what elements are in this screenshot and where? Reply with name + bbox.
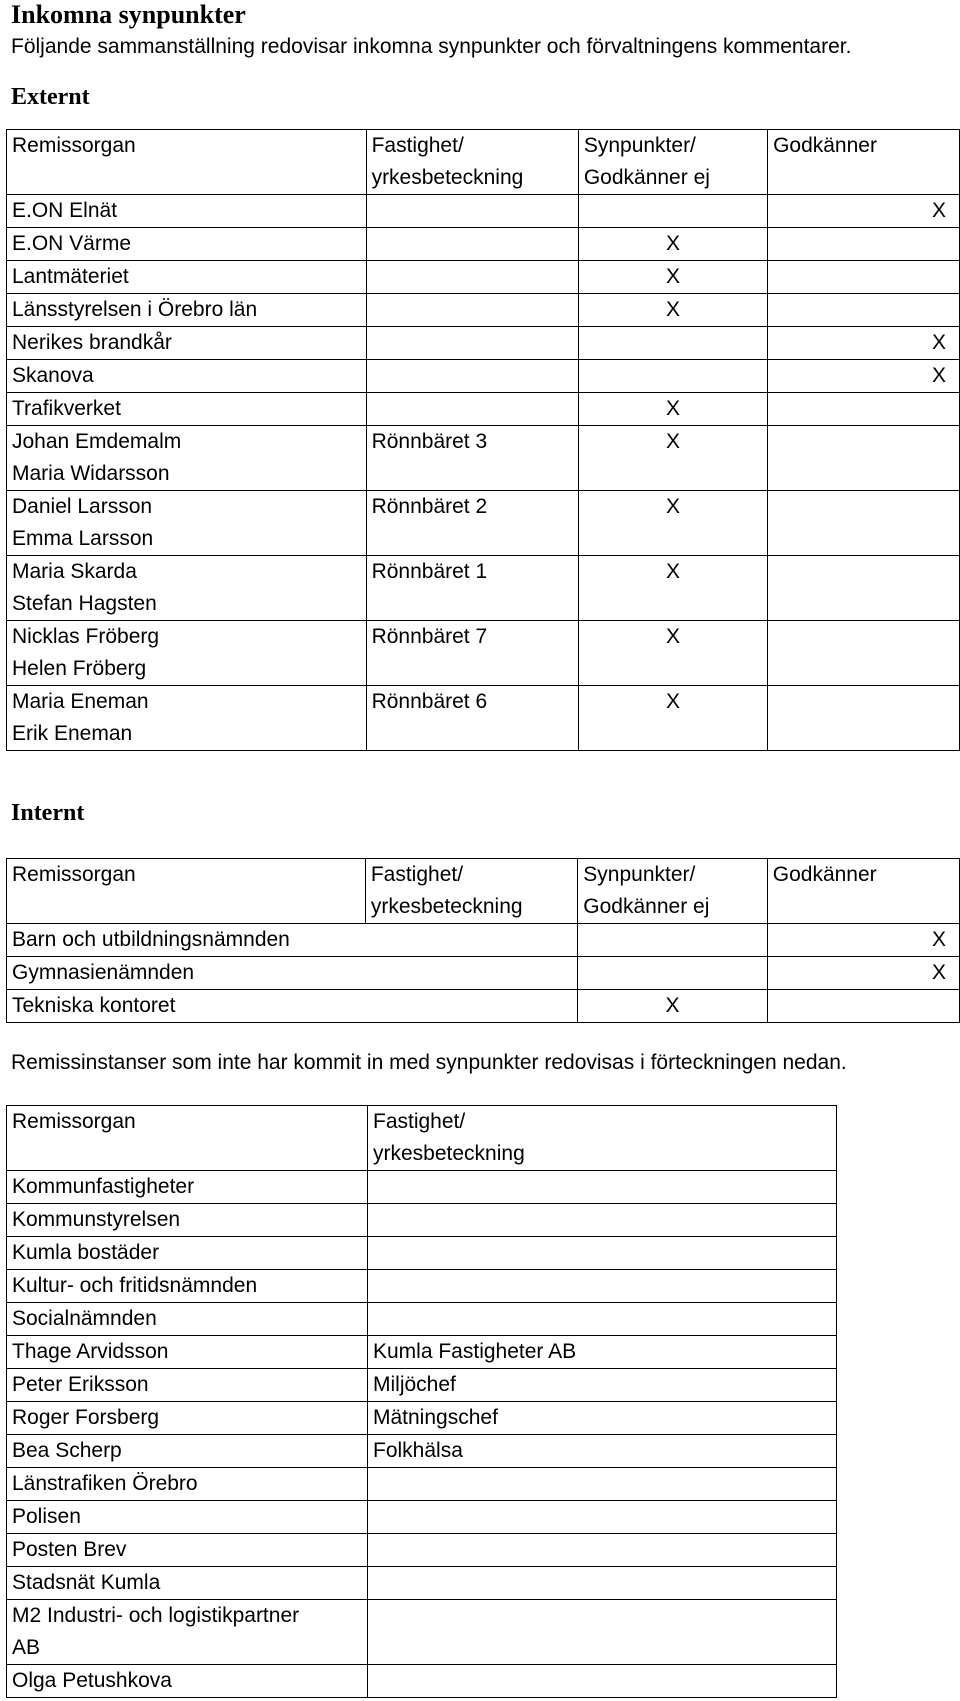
godkanner-cell bbox=[768, 426, 960, 491]
header-remissorgan: Remissorgan bbox=[7, 859, 366, 924]
header-synpunkter: Synpunkter/ Godkänner ej bbox=[578, 130, 767, 195]
remissorgan-cell: M2 Industri- och logistikpartner AB bbox=[7, 1600, 368, 1665]
fastighet-cell: Rönnbäret 2 bbox=[366, 491, 578, 556]
synpunkter-cell: X bbox=[578, 228, 767, 261]
synpunkter-cell: X bbox=[578, 990, 767, 1023]
table-row bbox=[7, 261, 960, 294]
header-synpunkter: Synpunkter/ Godkänner ej bbox=[578, 859, 767, 924]
table-row bbox=[7, 1534, 837, 1567]
synpunkter-cell: X bbox=[578, 491, 767, 556]
godkanner-cell bbox=[768, 621, 960, 686]
fastighet-cell bbox=[368, 1534, 837, 1567]
table-row bbox=[7, 686, 960, 751]
fastighet-cell: Kumla Fastigheter AB bbox=[368, 1336, 837, 1369]
table-row bbox=[7, 1468, 837, 1501]
fastighet-cell bbox=[366, 294, 578, 327]
synpunkter-cell bbox=[578, 327, 767, 360]
table-row bbox=[7, 621, 960, 686]
header-godkanner: Godkänner bbox=[767, 859, 959, 924]
synpunkter-cell: X bbox=[578, 556, 767, 621]
remissorgan-cell: Olga Petushkova bbox=[7, 1665, 368, 1698]
godkanner-cell bbox=[768, 686, 960, 751]
fastighet-cell bbox=[368, 1171, 837, 1204]
fastighet-cell bbox=[366, 393, 578, 426]
table-row bbox=[7, 360, 960, 393]
section-heading-externt: Externt bbox=[11, 84, 90, 110]
internt-body bbox=[7, 924, 960, 1023]
remissorgan-cell: Gymnasienämnden bbox=[7, 957, 578, 990]
synpunkter-cell bbox=[578, 957, 767, 990]
fastighet-cell bbox=[368, 1303, 837, 1336]
remissorgan-cell: Lantmäteriet bbox=[7, 261, 367, 294]
externt-body bbox=[7, 195, 960, 751]
remissorgan-cell: E.ON Elnät bbox=[7, 195, 367, 228]
table-row bbox=[7, 990, 960, 1023]
intro-text: Följande sammanställning redovisar inkomna synpunkter och förvaltningens kommentarer. bbox=[11, 35, 852, 58]
fastighet-cell bbox=[368, 1600, 837, 1665]
table-row bbox=[7, 924, 960, 957]
fastighet-cell: Folkhälsa bbox=[368, 1435, 837, 1468]
ej-inkomna-body bbox=[7, 1171, 837, 1698]
table-row bbox=[7, 957, 960, 990]
table-row bbox=[7, 327, 960, 360]
table-row bbox=[7, 1402, 837, 1435]
remissorgan-cell: E.ON Värme bbox=[7, 228, 367, 261]
remissorgan-cell: Johan Emdemalm Maria Widarsson bbox=[7, 426, 367, 491]
table-header-row bbox=[7, 859, 960, 924]
table-row bbox=[7, 228, 960, 261]
remissorgan-cell: Peter Eriksson bbox=[7, 1369, 368, 1402]
remissorgan-cell: Socialnämnden bbox=[7, 1303, 368, 1336]
table-row bbox=[7, 195, 960, 228]
remissorgan-cell: Bea Scherp bbox=[7, 1435, 368, 1468]
fastighet-cell bbox=[366, 360, 578, 393]
fastighet-cell: Mätningschef bbox=[368, 1402, 837, 1435]
fastighet-cell bbox=[368, 1665, 837, 1698]
header-fastighet: Fastighet/ yrkesbeteckning bbox=[365, 859, 577, 924]
table-row bbox=[7, 1369, 837, 1402]
synpunkter-cell: X bbox=[578, 686, 767, 751]
godkanner-cell: X bbox=[768, 327, 960, 360]
fastighet-cell: Rönnbäret 7 bbox=[366, 621, 578, 686]
header-remissorgan: Remissorgan bbox=[7, 1106, 368, 1171]
fastighet-cell: Rönnbäret 1 bbox=[366, 556, 578, 621]
fastighet-cell bbox=[366, 195, 578, 228]
table-row bbox=[7, 1270, 837, 1303]
header-remissorgan: Remissorgan bbox=[7, 130, 367, 195]
godkanner-cell: X bbox=[768, 360, 960, 393]
synpunkter-cell bbox=[578, 360, 767, 393]
remissorgan-cell: Nerikes brandkår bbox=[7, 327, 367, 360]
remissorgan-cell: Länstrafiken Örebro bbox=[7, 1468, 368, 1501]
externt-table bbox=[6, 129, 960, 751]
remissorgan-cell: Kumla bostäder bbox=[7, 1237, 368, 1270]
ej-inkomna-table bbox=[6, 1105, 837, 1698]
remissorgan-cell: Daniel Larsson Emma Larsson bbox=[7, 491, 367, 556]
table-row bbox=[7, 1204, 837, 1237]
synpunkter-cell bbox=[578, 924, 767, 957]
remissorgan-cell: Trafikverket bbox=[7, 393, 367, 426]
godkanner-cell bbox=[768, 393, 960, 426]
header-godkanner: Godkänner bbox=[768, 130, 960, 195]
table-row bbox=[7, 1665, 837, 1698]
table-row bbox=[7, 1237, 837, 1270]
fastighet-cell bbox=[366, 228, 578, 261]
remissorgan-cell: Tekniska kontoret bbox=[7, 990, 578, 1023]
remissorgan-cell: Posten Brev bbox=[7, 1534, 368, 1567]
table-row bbox=[7, 1336, 837, 1369]
godkanner-cell bbox=[768, 491, 960, 556]
table-row bbox=[7, 1171, 837, 1204]
fastighet-cell: Miljöchef bbox=[368, 1369, 837, 1402]
remissorgan-cell: Roger Forsberg bbox=[7, 1402, 368, 1435]
table-row bbox=[7, 426, 960, 491]
fastighet-cell: Rönnbäret 6 bbox=[366, 686, 578, 751]
table-row bbox=[7, 1303, 837, 1336]
fastighet-cell: Rönnbäret 3 bbox=[366, 426, 578, 491]
godkanner-cell bbox=[768, 228, 960, 261]
header-fastighet: Fastighet/ yrkesbeteckning bbox=[366, 130, 578, 195]
fastighet-cell bbox=[368, 1468, 837, 1501]
table-row bbox=[7, 1435, 837, 1468]
table-header-row bbox=[7, 130, 960, 195]
table-row bbox=[7, 556, 960, 621]
fastighet-cell bbox=[366, 327, 578, 360]
fastighet-cell bbox=[368, 1237, 837, 1270]
godkanner-cell bbox=[767, 990, 959, 1023]
godkanner-cell: X bbox=[767, 957, 959, 990]
table-header-row bbox=[7, 1106, 837, 1171]
godkanner-cell: X bbox=[767, 924, 959, 957]
remissorgan-cell: Nicklas Fröberg Helen Fröberg bbox=[7, 621, 367, 686]
synpunkter-cell bbox=[578, 195, 767, 228]
synpunkter-cell: X bbox=[578, 621, 767, 686]
table-row bbox=[7, 1567, 837, 1600]
note-text: Remissinstanser som inte har kommit in med synpunkter redovisas i förteckningen nedan. bbox=[11, 1051, 847, 1074]
table-row bbox=[7, 1501, 837, 1534]
table-row bbox=[7, 294, 960, 327]
remissorgan-cell: Maria Skarda Stefan Hagsten bbox=[7, 556, 367, 621]
remissorgan-cell: Kommunfastigheter bbox=[7, 1171, 368, 1204]
godkanner-cell bbox=[768, 556, 960, 621]
table-row bbox=[7, 491, 960, 556]
fastighet-cell bbox=[368, 1501, 837, 1534]
remissorgan-cell: Polisen bbox=[7, 1501, 368, 1534]
remissorgan-cell: Kommunstyrelsen bbox=[7, 1204, 368, 1237]
synpunkter-cell: X bbox=[578, 426, 767, 491]
fastighet-cell bbox=[368, 1270, 837, 1303]
page-title: Inkomna synpunkter bbox=[11, 0, 246, 29]
remissorgan-cell: Barn och utbildningsnämnden bbox=[7, 924, 578, 957]
fastighet-cell bbox=[366, 261, 578, 294]
remissorgan-cell: Thage Arvidsson bbox=[7, 1336, 368, 1369]
synpunkter-cell: X bbox=[578, 393, 767, 426]
remissorgan-cell: Stadsnät Kumla bbox=[7, 1567, 368, 1600]
fastighet-cell bbox=[368, 1204, 837, 1237]
synpunkter-cell: X bbox=[578, 294, 767, 327]
godkanner-cell bbox=[768, 294, 960, 327]
synpunkter-cell: X bbox=[578, 261, 767, 294]
remissorgan-cell: Maria Eneman Erik Eneman bbox=[7, 686, 367, 751]
table-row bbox=[7, 1600, 837, 1665]
remissorgan-cell: Länsstyrelsen i Örebro län bbox=[7, 294, 367, 327]
remissorgan-cell: Skanova bbox=[7, 360, 367, 393]
header-fastighet: Fastighet/ yrkesbeteckning bbox=[368, 1106, 837, 1171]
internt-table bbox=[6, 858, 960, 1023]
section-heading-internt: Internt bbox=[11, 800, 85, 826]
table-row bbox=[7, 393, 960, 426]
godkanner-cell: X bbox=[768, 195, 960, 228]
godkanner-cell bbox=[768, 261, 960, 294]
fastighet-cell bbox=[368, 1567, 837, 1600]
remissorgan-cell: Kultur- och fritidsnämnden bbox=[7, 1270, 368, 1303]
